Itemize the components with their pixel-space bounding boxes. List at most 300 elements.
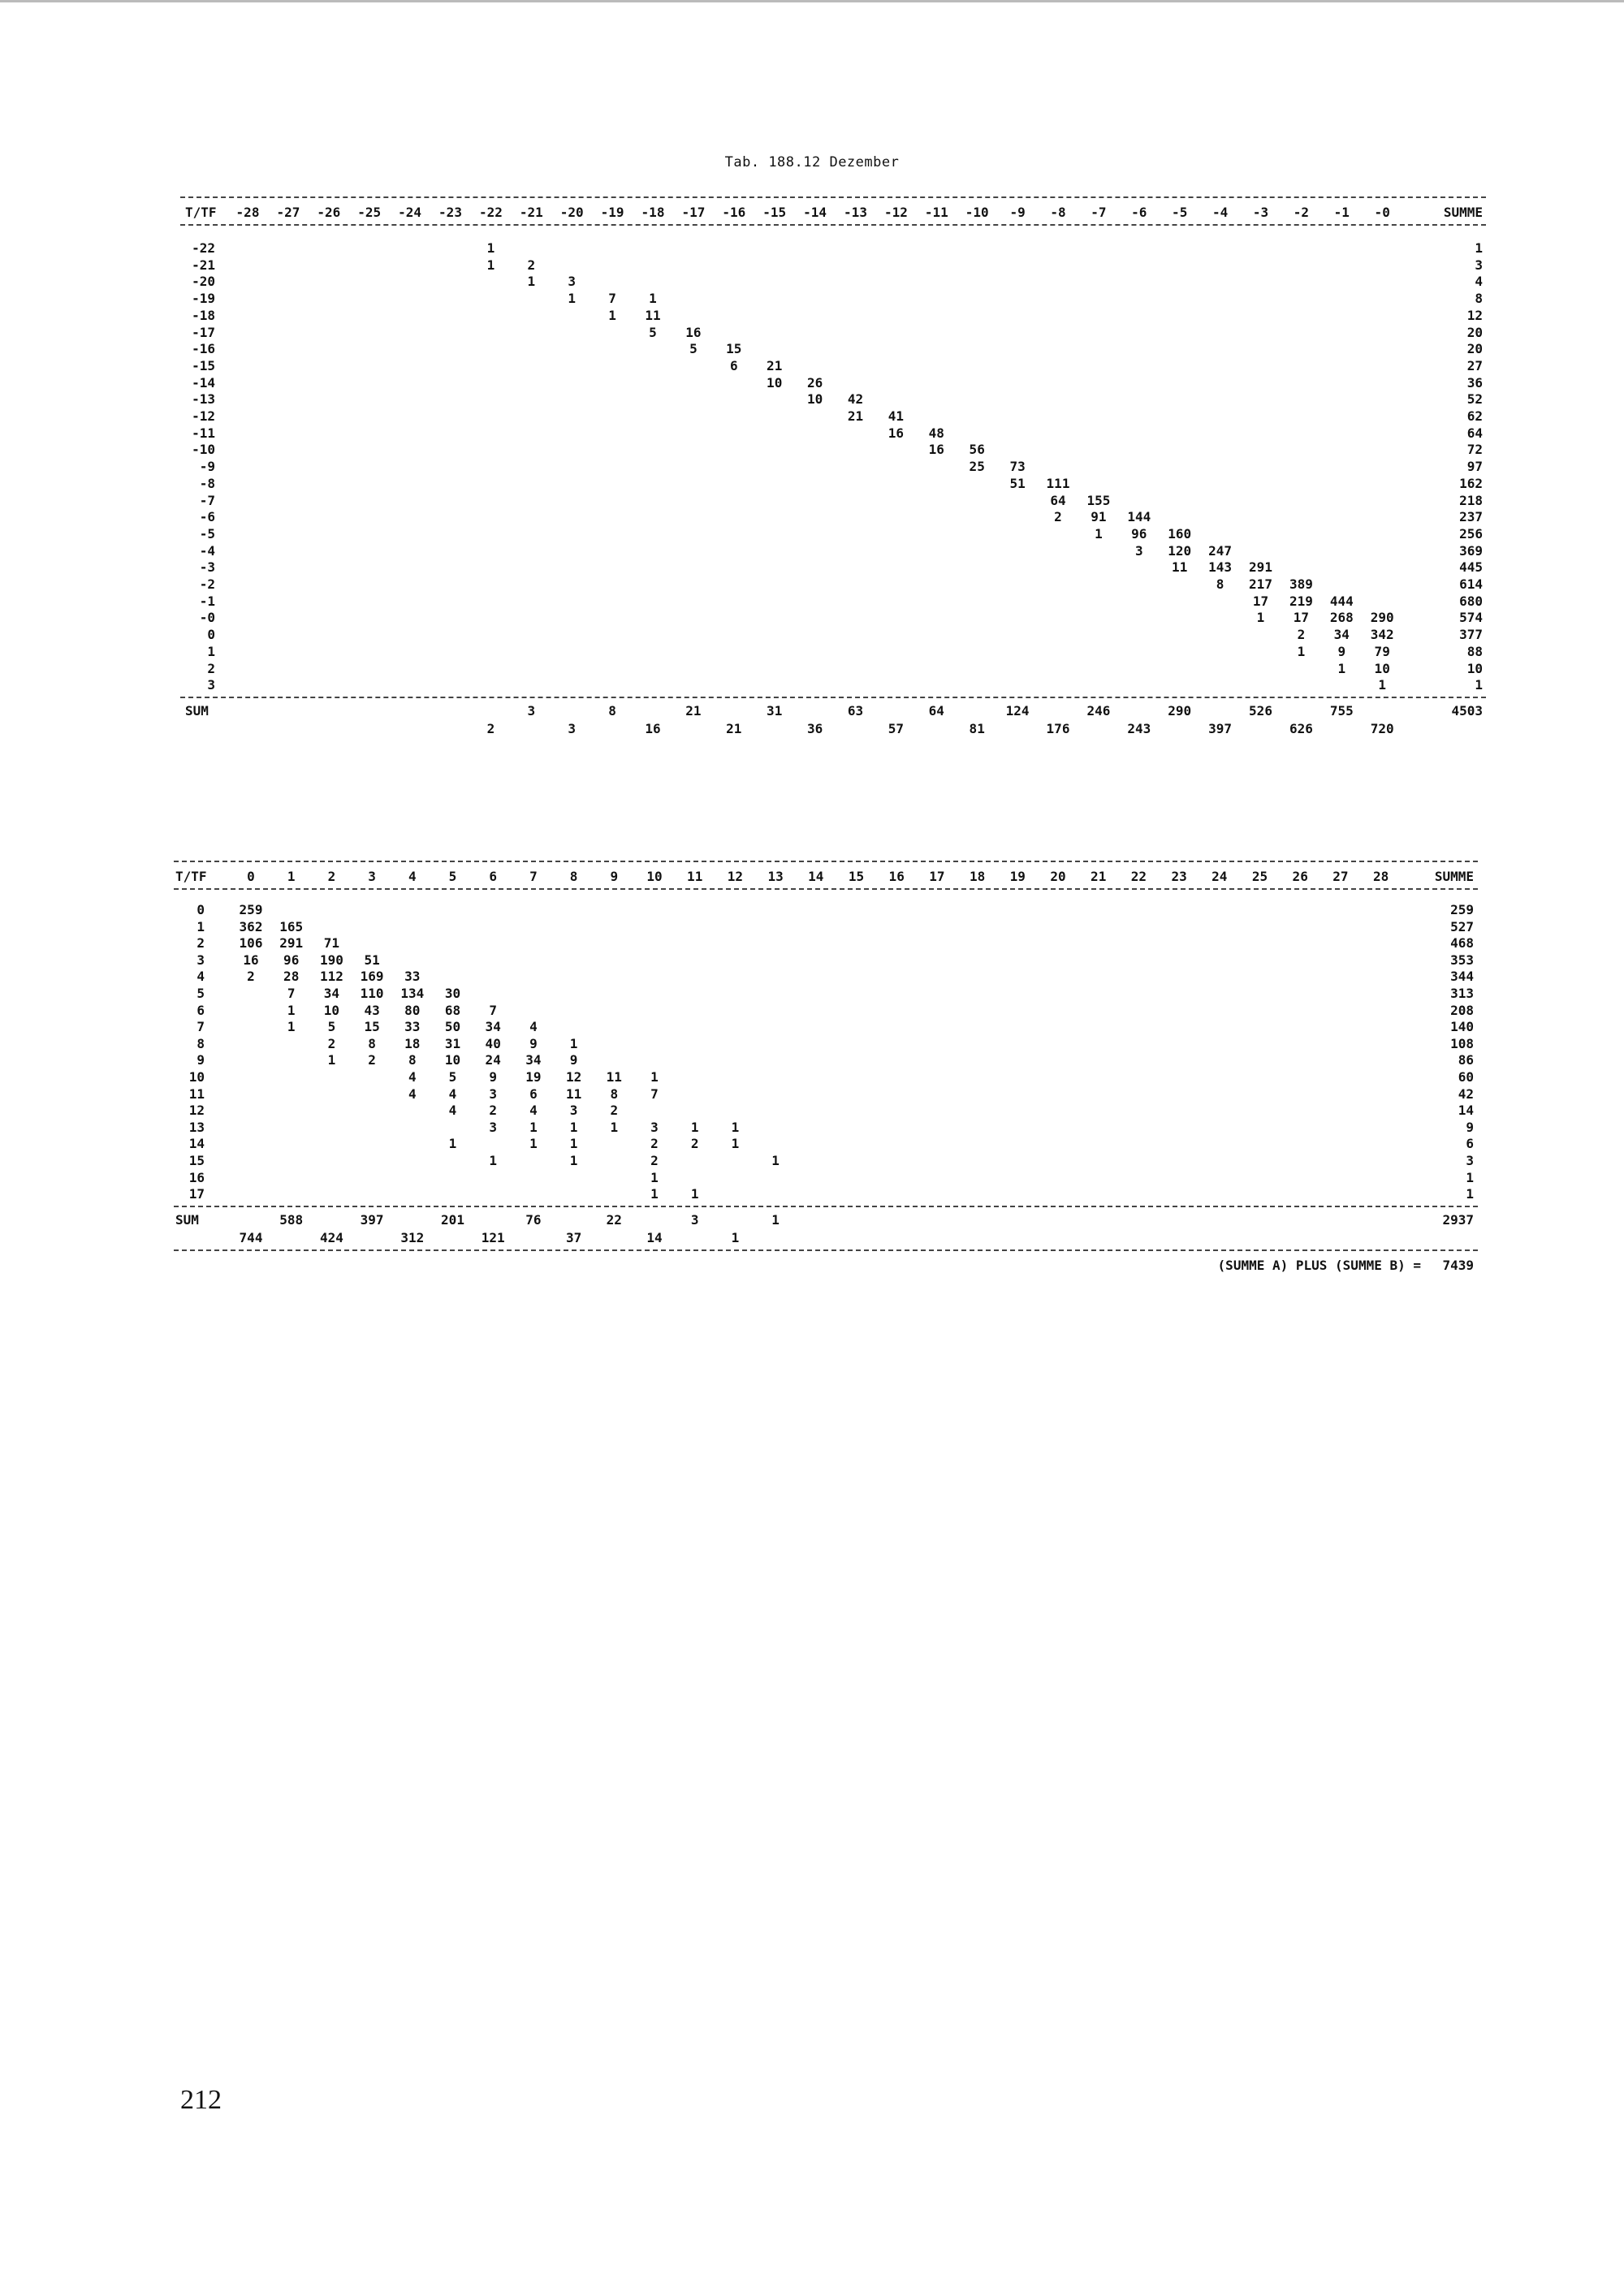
sum-value-lower: 720 [1370, 721, 1394, 737]
table-cell: 15 [726, 341, 742, 357]
table-cell: 16 [928, 442, 944, 458]
table-cell: 43 [364, 1002, 380, 1018]
table-cell: 1 [771, 1153, 780, 1168]
table-cell: 1 [1256, 610, 1265, 626]
table-cell: 51 [364, 952, 380, 968]
table-cell: 34 [1333, 627, 1350, 643]
sum-value-upper: 22 [606, 1212, 622, 1228]
table-cell: 2 [489, 1103, 498, 1119]
row-label: 1 [197, 918, 205, 934]
column-header: 6 [489, 869, 498, 884]
table-cell: 1 [569, 1136, 578, 1152]
table-cell: 5 [649, 324, 657, 340]
sum-value-upper: 3 [690, 1212, 699, 1228]
row-summe: 162 [1459, 475, 1483, 491]
table-cell: 111 [1046, 475, 1070, 491]
row-label: -0 [199, 610, 215, 626]
table-cell: 1 [287, 1002, 296, 1018]
sum-value-lower: 36 [806, 721, 823, 737]
row-summe: 42 [1458, 1085, 1474, 1102]
table-cell: 71 [323, 935, 340, 952]
table-cell: 42 [847, 391, 864, 408]
row-label: -21 [192, 257, 215, 273]
row-label: 1 [207, 643, 215, 659]
sum-value-upper: 246 [1086, 703, 1111, 719]
row-label: -20 [192, 274, 215, 290]
row-label: 13 [188, 1119, 205, 1135]
table-cell: 18 [404, 1035, 421, 1051]
scan-top-edge [0, 0, 1624, 2]
row-summe: 256 [1459, 525, 1483, 542]
column-header: 21 [1091, 869, 1107, 884]
column-header: 2 [327, 869, 336, 884]
row-label: 7 [197, 1019, 205, 1035]
table-cell: 1 [650, 1169, 659, 1185]
column-header: -13 [844, 205, 867, 220]
table-cell: 7 [608, 291, 616, 307]
column-header: -27 [276, 205, 300, 220]
sum-value-lower: 121 [481, 1230, 505, 1246]
table-cell: 56 [969, 442, 985, 458]
sum-value-upper: 8 [608, 703, 616, 719]
sum-value-lower: 16 [645, 721, 661, 737]
table-cell: 144 [1127, 509, 1151, 525]
row-label: -12 [192, 408, 215, 424]
column-header: -0 [1374, 205, 1390, 220]
table-cell: 10 [444, 1052, 461, 1068]
row-label: -14 [192, 374, 215, 391]
corner-label: T/TF [185, 205, 217, 220]
row-summe: 27 [1466, 357, 1483, 373]
table-cell: 64 [1050, 492, 1066, 508]
row-label: -8 [199, 475, 215, 491]
table-cell: 33 [404, 969, 421, 985]
table-cell: 219 [1289, 593, 1313, 609]
row-label: 16 [188, 1169, 205, 1185]
table-cell: 1 [287, 1019, 296, 1035]
table-cell: 1 [529, 1119, 538, 1135]
row-label: -1 [199, 593, 215, 609]
table-cell: 1 [1337, 660, 1346, 676]
column-header: -19 [600, 205, 624, 220]
table-cell: 11 [606, 1069, 622, 1085]
table-cell: 8 [368, 1035, 376, 1051]
column-header: -2 [1293, 205, 1310, 220]
column-header: 19 [1009, 869, 1026, 884]
row-summe: 86 [1458, 1052, 1474, 1068]
table-cell: 51 [1009, 475, 1026, 491]
sum-value-lower: 57 [888, 721, 905, 737]
table-cell: 143 [1208, 559, 1233, 576]
table-cell: 16 [888, 425, 905, 441]
table-cell: 2 [650, 1136, 659, 1152]
table-cell: 291 [279, 935, 304, 952]
row-label: 6 [197, 1002, 205, 1018]
table-cell: 120 [1168, 542, 1192, 559]
sum-value-upper: 64 [928, 703, 944, 719]
row-summe: 52 [1466, 391, 1483, 408]
footer-total: 7439 [1442, 1258, 1474, 1274]
row-summe: 344 [1450, 969, 1474, 985]
row-label: 2 [207, 660, 215, 676]
table-cell: 1 [690, 1186, 699, 1202]
column-header: 17 [929, 869, 945, 884]
row-summe: 4 [1475, 274, 1483, 290]
row-summe: 1 [1475, 677, 1483, 693]
row-label: -13 [192, 391, 215, 408]
table-cell: 2 [650, 1153, 659, 1168]
table-cell: 362 [239, 918, 263, 934]
column-header: -4 [1212, 205, 1229, 220]
page-number: 212 [180, 2085, 222, 2115]
table-cell: 6 [729, 357, 738, 373]
sum-value-upper: 76 [525, 1212, 542, 1228]
sum-value-upper: 201 [441, 1212, 464, 1228]
column-header: -11 [924, 205, 948, 220]
row-label: -3 [199, 559, 215, 576]
column-header: -20 [559, 205, 584, 220]
row-summe: 20 [1466, 341, 1483, 357]
table-cell: 1 [608, 307, 616, 323]
row-summe: 64 [1466, 425, 1483, 441]
column-header: 24 [1212, 869, 1228, 884]
footer-rule [174, 1249, 1478, 1251]
row-summe: 369 [1459, 542, 1483, 559]
row-summe: 1 [1466, 1186, 1474, 1202]
row-label: 9 [197, 1052, 205, 1068]
sum-value-lower: 397 [1208, 721, 1233, 737]
table-cell: 247 [1208, 542, 1233, 559]
sum-value-lower: 243 [1127, 721, 1151, 737]
table-cell: 190 [319, 952, 343, 968]
sum-value-upper: 1 [771, 1212, 780, 1228]
column-header: 1 [287, 869, 296, 884]
row-label: -11 [192, 425, 215, 441]
table-cell: 5 [689, 341, 698, 357]
column-header: 10 [646, 869, 663, 884]
column-header: 4 [408, 869, 417, 884]
table-cell: 4 [408, 1085, 417, 1102]
row-summe: 62 [1466, 408, 1483, 424]
row-summe: 237 [1459, 509, 1483, 525]
row-summe: 14 [1458, 1103, 1474, 1119]
row-summe: 353 [1450, 952, 1474, 968]
table-cell: 6 [529, 1085, 538, 1102]
table-title: Tab. 188.12 Dezember [724, 154, 900, 170]
table-cell: 1 [569, 1119, 578, 1135]
row-summe: 88 [1466, 643, 1483, 659]
table-cell: 169 [360, 969, 384, 985]
column-header: -5 [1172, 205, 1188, 220]
column-header: 14 [808, 869, 824, 884]
column-header: -7 [1091, 205, 1107, 220]
table-cell: 1 [650, 1186, 659, 1202]
table-cell: 34 [485, 1019, 501, 1035]
row-summe: 259 [1450, 902, 1474, 917]
row-label: 4 [197, 969, 205, 985]
row-label: -15 [192, 357, 215, 373]
row-label: -4 [199, 542, 215, 559]
column-header: -15 [762, 205, 787, 220]
table-cell: 1 [690, 1119, 699, 1135]
table-cell: 1 [649, 291, 657, 307]
summe-header: SUMME [1434, 869, 1474, 884]
row-summe: 8 [1475, 291, 1483, 307]
sum-value-lower: 2 [486, 721, 495, 737]
sum-value-lower: 176 [1046, 721, 1070, 737]
table-cell: 8 [408, 1052, 417, 1068]
table-cell: 21 [847, 408, 864, 424]
row-label: -10 [192, 442, 215, 458]
column-header: 11 [687, 869, 703, 884]
sum-value-lower: 37 [565, 1230, 582, 1246]
row-label: 0 [197, 902, 205, 917]
column-header: 28 [1372, 869, 1389, 884]
table-cell: 1 [448, 1136, 457, 1152]
table-cell: 4 [529, 1019, 538, 1035]
row-label: 3 [207, 677, 215, 693]
row-label: -19 [192, 291, 215, 307]
top-rule [174, 861, 1478, 862]
table-cell: 106 [239, 935, 263, 952]
table-cell: 8 [1216, 576, 1224, 592]
table-cell: 1 [731, 1119, 740, 1135]
column-header: -10 [965, 205, 989, 220]
table-cell: 9 [569, 1052, 578, 1068]
column-header: -8 [1050, 205, 1066, 220]
sum-value-lower: 626 [1289, 721, 1313, 737]
table-cell: 342 [1370, 627, 1394, 643]
table-cell: 15 [364, 1019, 380, 1035]
table-cell: 2 [247, 969, 255, 985]
table-cell: 9 [529, 1035, 538, 1051]
row-summe: 12 [1466, 307, 1483, 323]
row-label: -22 [192, 240, 215, 256]
row-label: 15 [188, 1153, 205, 1168]
table-cell: 73 [1009, 459, 1026, 475]
table-cell: 17 [1252, 593, 1269, 609]
sum-label: SUM [185, 703, 209, 719]
table-cell: 17 [1293, 610, 1310, 626]
table-cell: 4 [408, 1069, 417, 1085]
row-label: -5 [199, 525, 215, 542]
table-cell: 26 [806, 374, 823, 391]
column-header: -16 [722, 205, 746, 220]
table-cell: 1 [569, 1035, 578, 1051]
table-cell: 2 [610, 1103, 619, 1119]
table-cell: 2 [690, 1136, 699, 1152]
column-header: 22 [1130, 869, 1147, 884]
table-cell: 3 [1134, 542, 1143, 559]
table-cell: 3 [650, 1119, 659, 1135]
sum-value-upper: 31 [767, 703, 783, 719]
column-header: -18 [641, 205, 665, 220]
table-cell: 1 [489, 1153, 498, 1168]
column-header: 16 [888, 869, 905, 884]
table-cell: 9 [489, 1069, 498, 1085]
sum-value-upper: 3 [527, 703, 536, 719]
table-cell: 10 [323, 1002, 340, 1018]
table-cell: 1 [1297, 643, 1306, 659]
summe-header: SUMME [1443, 205, 1483, 220]
top-rule [180, 196, 1486, 198]
row-label: 2 [197, 935, 205, 952]
table-cell: 1 [650, 1069, 659, 1085]
table-cell: 7 [489, 1002, 498, 1018]
column-header: -22 [478, 205, 503, 220]
table-cell: 40 [485, 1035, 501, 1051]
column-header: 0 [247, 869, 255, 884]
table-cell: 33 [404, 1019, 421, 1035]
table-cell: 1 [529, 1136, 538, 1152]
row-summe: 20 [1466, 324, 1483, 340]
sum-value-lower: 1 [731, 1230, 740, 1246]
table-cell: 444 [1329, 593, 1354, 609]
row-label: -9 [199, 459, 215, 475]
column-header: -23 [438, 205, 462, 220]
column-header: 13 [767, 869, 784, 884]
table-cell: 7 [287, 986, 296, 1001]
table-cell: 3 [569, 1103, 578, 1119]
row-summe: 72 [1466, 442, 1483, 458]
table-cell: 2 [1297, 627, 1306, 643]
row-label: -18 [192, 307, 215, 323]
table-cell: 1 [486, 240, 495, 256]
table-cell: 4 [529, 1103, 538, 1119]
row-label: 10 [188, 1069, 205, 1085]
table-cell: 1 [731, 1136, 740, 1152]
column-header: 3 [368, 869, 376, 884]
table-cell: 10 [806, 391, 823, 408]
table-cell: 10 [767, 374, 783, 391]
column-header: 26 [1292, 869, 1308, 884]
sum-total: 2937 [1442, 1212, 1474, 1228]
row-summe: 140 [1450, 1019, 1474, 1035]
column-header: -21 [519, 205, 543, 220]
column-header: 5 [448, 869, 457, 884]
sum-value-upper: 290 [1168, 703, 1192, 719]
table-cell: 3 [568, 274, 577, 290]
table-cell: 34 [525, 1052, 542, 1068]
row-summe: 9 [1466, 1119, 1474, 1135]
column-header: 18 [969, 869, 986, 884]
sum-value-lower: 3 [568, 721, 577, 737]
row-summe: 1 [1475, 240, 1483, 256]
table-cell: 7 [650, 1085, 659, 1102]
table-cell: 28 [283, 969, 300, 985]
row-summe: 10 [1466, 660, 1483, 676]
sum-value-upper: 526 [1249, 703, 1272, 719]
table-cell: 5 [448, 1069, 457, 1085]
table-cell: 21 [767, 357, 783, 373]
column-header: -3 [1252, 205, 1269, 220]
table-cell: 16 [685, 324, 702, 340]
table-cell: 2 [368, 1052, 376, 1068]
table-cell: 31 [444, 1035, 461, 1051]
table-cell: 16 [243, 952, 259, 968]
row-summe: 60 [1458, 1069, 1474, 1085]
sum-value-lower: 81 [969, 721, 985, 737]
table-cell: 259 [239, 902, 263, 917]
row-summe: 36 [1466, 374, 1483, 391]
row-summe: 527 [1450, 918, 1474, 934]
row-label: -16 [192, 341, 215, 357]
footer-label: (SUMME A) PLUS (SUMME B) = [1217, 1258, 1421, 1274]
table-cell: 19 [525, 1069, 542, 1085]
sum-rule [180, 697, 1486, 698]
column-header: -28 [235, 205, 260, 220]
table-cell: 1 [1378, 677, 1387, 693]
row-label: 12 [188, 1103, 205, 1119]
sum-value-upper: 397 [360, 1212, 384, 1228]
row-summe: 445 [1459, 559, 1483, 576]
table-cell: 80 [404, 1002, 421, 1018]
table-cell: 79 [1374, 643, 1390, 659]
row-summe: 680 [1459, 593, 1483, 609]
table-cell: 4 [448, 1103, 457, 1119]
column-header: 12 [727, 869, 744, 884]
table-cell: 8 [610, 1085, 619, 1102]
table-cell: 155 [1086, 492, 1111, 508]
column-header: -9 [1009, 205, 1026, 220]
row-summe: 208 [1450, 1002, 1474, 1018]
sum-value-upper: 588 [279, 1212, 304, 1228]
row-label: 5 [197, 986, 205, 1001]
column-header: -24 [398, 205, 422, 220]
row-summe: 3 [1466, 1153, 1474, 1168]
table-cell: 291 [1249, 559, 1272, 576]
column-header: 20 [1050, 869, 1066, 884]
table-cell: 68 [444, 1002, 461, 1018]
table-cell: 2 [327, 1035, 336, 1051]
row-label: -7 [199, 492, 215, 508]
row-summe: 97 [1466, 459, 1483, 475]
table-cell: 1 [610, 1119, 619, 1135]
table-cell: 12 [565, 1069, 582, 1085]
column-header: -6 [1131, 205, 1147, 220]
column-header: -1 [1333, 205, 1350, 220]
row-label: 11 [188, 1085, 205, 1102]
table-cell: 34 [323, 986, 340, 1001]
sum-rule [174, 1206, 1478, 1207]
sum-value-lower: 424 [319, 1230, 343, 1246]
table-cell: 165 [279, 918, 304, 934]
table-cell: 24 [485, 1052, 501, 1068]
table-cell: 25 [969, 459, 985, 475]
row-summe: 108 [1450, 1035, 1474, 1051]
row-label: -6 [199, 509, 215, 525]
table-cell: 110 [360, 986, 384, 1001]
row-label: 0 [207, 627, 215, 643]
table-cell: 1 [568, 291, 577, 307]
table-cell: 41 [888, 408, 905, 424]
row-summe: 3 [1475, 257, 1483, 273]
row-summe: 614 [1459, 576, 1483, 592]
table-cell: 217 [1249, 576, 1272, 592]
header-rule [180, 224, 1486, 226]
table-cell: 11 [1172, 559, 1188, 576]
table-cell: 2 [1054, 509, 1062, 525]
row-summe: 218 [1459, 492, 1483, 508]
table-cell: 134 [400, 986, 425, 1001]
table-cell: 268 [1329, 610, 1354, 626]
row-summe: 468 [1450, 935, 1474, 952]
column-header: -26 [317, 205, 341, 220]
table-cell: 1 [1095, 525, 1103, 542]
table-cell: 50 [444, 1019, 461, 1035]
sum-value-lower: 312 [400, 1230, 425, 1246]
table-cell: 3 [489, 1119, 498, 1135]
